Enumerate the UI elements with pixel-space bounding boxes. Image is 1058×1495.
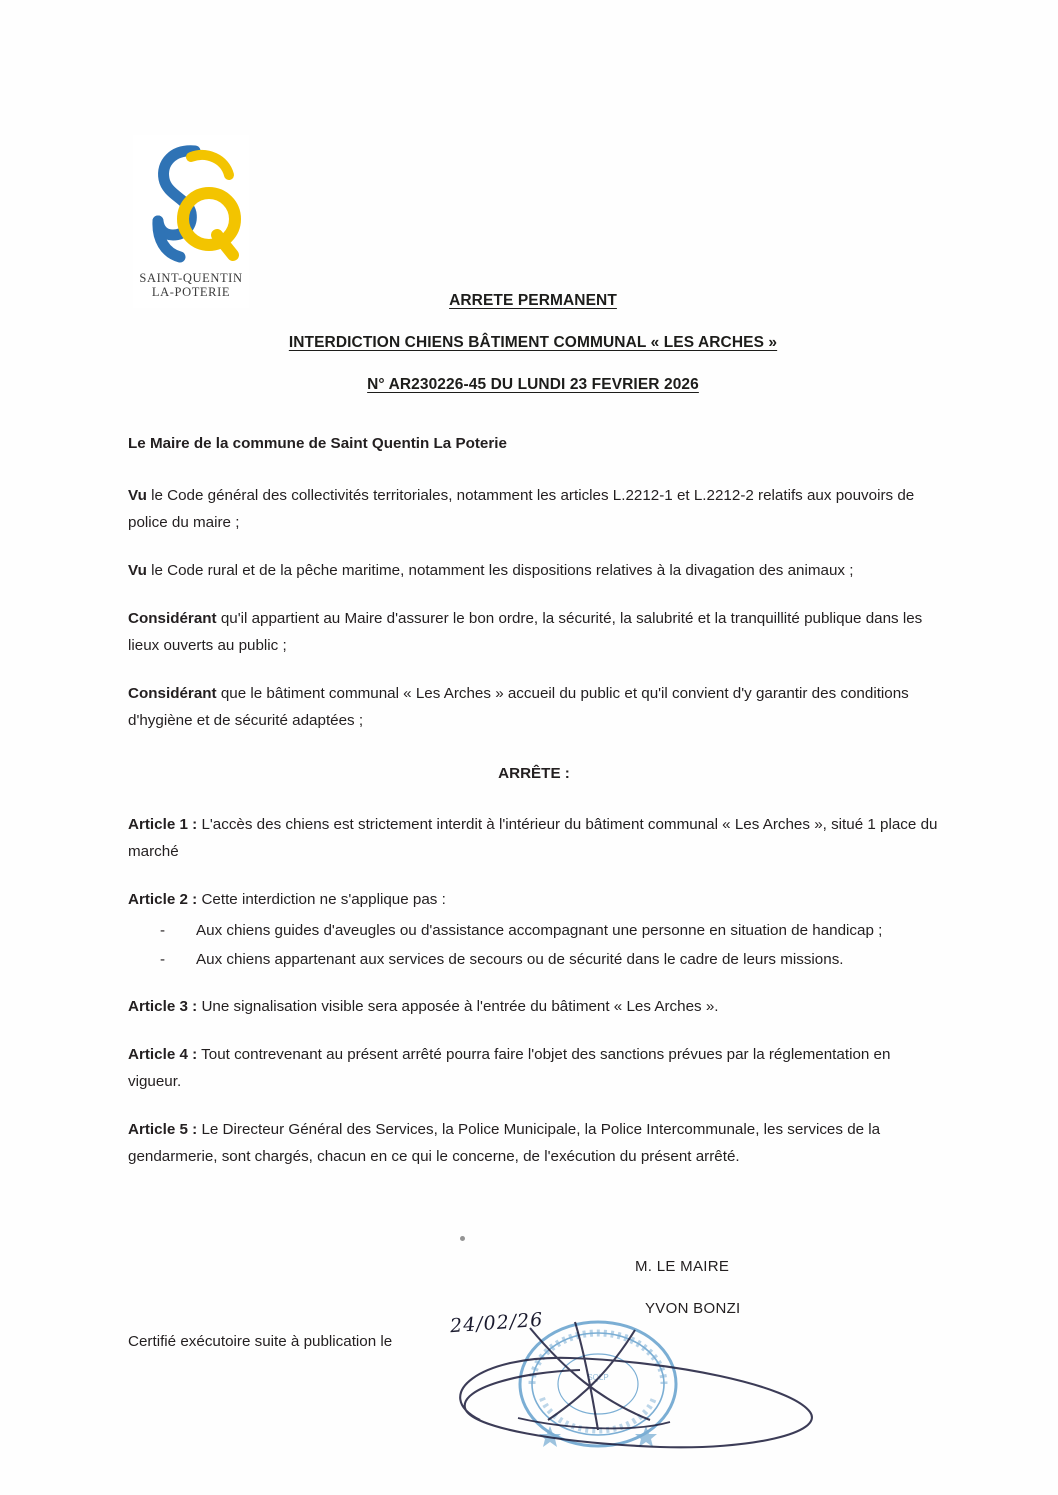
paragraph-article-3 (128, 993, 940, 1020)
dash-bullet: - (160, 951, 166, 968)
paragraph-vu-2 (128, 557, 940, 584)
paragraph-vu-1 (128, 482, 940, 536)
article-5-text: Le Directeur Général des Services, la Police Municipale, la Police Intercommunale, les services de la gendarmerie, sont chargés, chacun en ce qui le concerne, de l'exécution du présent arrêté. (128, 1121, 881, 1165)
paragraph-article-4 (128, 1041, 940, 1095)
article-2-exceptions-list (128, 917, 940, 973)
vu-2-label: Vu (128, 562, 147, 579)
list-item-text: Aux chiens guides d'aveugles ou d'assistance accompagnant une personne en situation de handicap ; (196, 922, 883, 939)
document-title-block (128, 292, 938, 394)
vu-2-text: le Code rural et de la pêche maritime, notamment les dispositions relatives à la divagation des animaux ; (146, 562, 854, 579)
logo-line-1: SAINT-QUENTIN (139, 271, 243, 285)
considerant-1-label: Considérant (128, 610, 217, 627)
title-subject: INTERDICTION CHIENS BÂTIMENT COMMUNAL « LES ARCHES » (288, 334, 778, 351)
handwritten-signature (370, 1300, 840, 1465)
dash-bullet: - (160, 922, 166, 939)
paragraph-article-1 (128, 811, 940, 865)
title-reference-number: N° AR230226-45 DU LUNDI 23 FEVRIER 2026 (367, 376, 699, 393)
article-4-label: Article 4 : (128, 1046, 198, 1063)
logo-line-2: LA-POTERIE (151, 285, 231, 299)
list-item (160, 917, 940, 944)
logo-mark-icon (133, 135, 249, 275)
signature-role: M. LE MAIRE (635, 1258, 730, 1275)
list-item (160, 946, 940, 973)
article-2-label: Article 2 : (128, 891, 198, 908)
article-1-label: Article 1 : (128, 816, 198, 833)
article-3-text: Une signalisation visible sera apposée à l'entrée du bâtiment « Les Arches ». (197, 998, 719, 1015)
article-4-text: Tout contrevenant au présent arrêté pourra faire l'objet des sanctions prévues par la réglementation en vigueur. (128, 1046, 891, 1090)
title-arrete-permanent: ARRETE PERMANENT (449, 292, 617, 309)
vu-1-text: le Code général des collectivités territoriales, notamment les articles L.2212-1 et L.2212-2 relatifs aux pouvoirs de police du maire ; (128, 487, 915, 531)
vu-1-label: Vu (128, 487, 147, 504)
paragraph-article-2 (128, 886, 940, 913)
certification-text: Certifié exécutoire suite à publication le (128, 1333, 393, 1350)
scan-artifact-dot (460, 1236, 465, 1241)
considerant-2-label: Considérant (128, 685, 217, 702)
article-1-text: L'accès des chiens est strictement interdit à l'intérieur du bâtiment communal « Les Arches », situé 1 place du marché (128, 816, 938, 860)
svg-text:SQLP: SQLP (587, 1373, 609, 1382)
considerant-2-text: que le bâtiment communal « Les Arches » accueil du public et qu'il convient d'y garantir des conditions d'hygiène et de sécurité adaptées ; (128, 685, 909, 729)
article-5-label: Article 5 : (128, 1121, 198, 1138)
paragraph-lead: Le Maire de la commune de Saint Quentin La Poterie (128, 435, 507, 452)
paragraph-article-5 (128, 1116, 940, 1170)
document-body (128, 430, 940, 1191)
considerant-1-text: qu'il appartient au Maire d'assurer le bon ordre, la sécurité, la salubrité et la tranquillité publique dans les lieux ouverts au public ; (128, 610, 923, 654)
list-item-text: Aux chiens appartenant aux services de secours ou de sécurité dans le cadre de leurs missions. (196, 951, 844, 968)
handwritten-date: 24/02/26 (449, 1308, 544, 1338)
article-2-text: Cette interdiction ne s'applique pas : (197, 891, 446, 908)
paragraph-considerant-1 (128, 605, 940, 659)
article-3-label: Article 3 : (128, 998, 198, 1015)
commune-logo (133, 135, 249, 308)
arrete-keyword: ARRÊTE : (498, 765, 570, 782)
paragraph-considerant-2 (128, 680, 940, 734)
signature-name: YVON BONZI (645, 1300, 741, 1317)
